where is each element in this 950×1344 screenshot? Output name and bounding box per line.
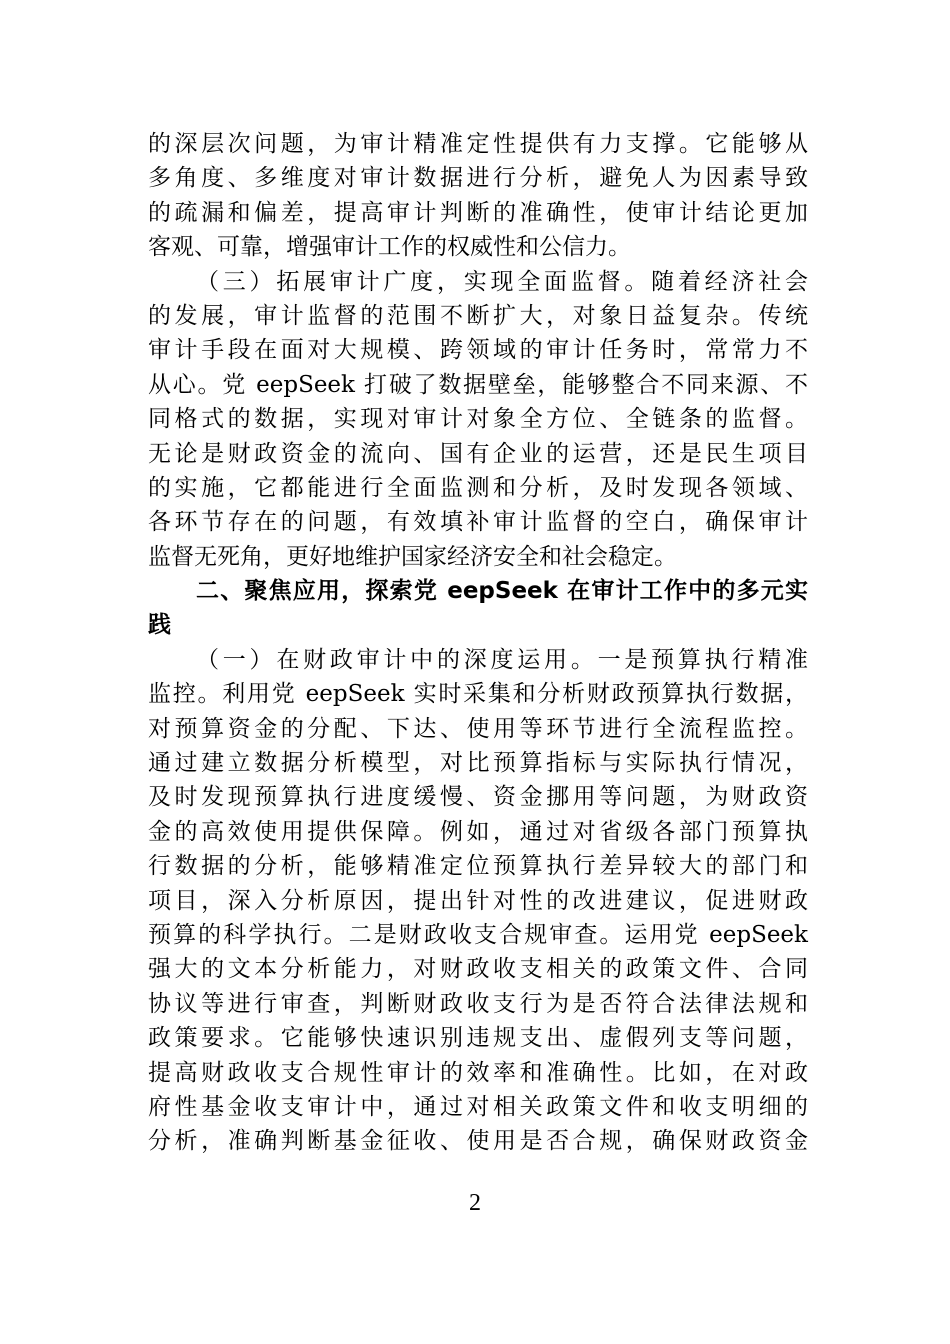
text-line: 的实施，它都能进行全面监测和分析，及时发现各领域、 <box>148 474 808 501</box>
text-line: 的疏漏和偏差，提高审计判断的准确性，使审计结论更加 <box>148 199 808 226</box>
text-line: 分析，准确判断基金征收、使用是否合规，确保财政资金 <box>148 1128 808 1155</box>
body-text <box>148 127 808 1159</box>
text-line: 强大的文本分析能力，对财政收支相关的政策文件、合同 <box>148 956 808 983</box>
text-line: 协议等进行审查，判断财政收支行为是否符合法律法规和 <box>148 990 808 1017</box>
text-line: 各环节存在的问题，有效填补审计监督的空白，确保审计 <box>148 509 808 536</box>
text-line: 府性基金收支审计中，通过对相关政策文件和收支明细的 <box>148 1093 808 1120</box>
text-line: 多角度、多维度对审计数据进行分析，避免人为因素导致 <box>148 165 808 192</box>
section-heading: 二、聚焦应用，探索党 eepSeek 在审计工作中的多元实 <box>196 578 808 605</box>
text-line: 金的高效使用提供保障。例如，通过对省级各部门预算执 <box>148 818 808 845</box>
text-line: 预算的科学执行。二是财政收支合规审查。运用党 eepSeek <box>148 921 808 948</box>
paragraph-start-line: （三）拓展审计广度，实现全面监督。随着经济社会 <box>196 268 808 295</box>
text-line: 同格式的数据，实现对审计对象全方位、全链条的监督。 <box>148 406 808 433</box>
text-line: 的深层次问题，为审计精准定性提供有力支撑。它能够从 <box>148 131 808 157</box>
paragraph-start-line: （一）在财政审计中的深度运用。一是预算执行精准 <box>196 646 808 673</box>
text-line: 的发展，审计监督的范围不断扩大，对象日益复杂。传统 <box>148 302 808 329</box>
text-line: 无论是财政资金的流向、国有企业的运营，还是民生项目 <box>148 440 808 467</box>
text-line: 客观、可靠，增强审计工作的权威性和公信力。 <box>148 234 631 261</box>
text-line: 行数据的分析，能够精准定位预算执行差异较大的部门和 <box>148 853 808 880</box>
text-line: 监督无死角，更好地维护国家经济安全和社会稳定。 <box>148 543 677 570</box>
page-number: 2 <box>469 1190 481 1216</box>
text-line: 政策要求。它能够快速识别违规支出、虚假列支等问题， <box>148 1025 808 1052</box>
section-heading-continuation: 践 <box>148 612 171 639</box>
text-line: 监控。利用党 eepSeek 实时采集和分析财政预算执行数据， <box>148 681 808 708</box>
text-line: 从心。党 eepSeek 打破了数据壁垒，能够整合不同来源、不 <box>148 371 808 398</box>
text-line: 项目，深入分析原因，提出针对性的改进建议，促进财政 <box>148 887 808 914</box>
text-line: 及时发现预算执行进度缓慢、资金挪用等问题，为财政资 <box>148 784 808 811</box>
text-line: 审计手段在面对大规模、跨领域的审计任务时，常常力不 <box>148 337 808 364</box>
text-line: 通过建立数据分析模型，对比预算指标与实际执行情况， <box>148 750 808 777</box>
text-line: 提高财政收支合规性审计的效率和准确性。比如，在对政 <box>148 1059 808 1086</box>
text-line: 对预算资金的分配、下达、使用等环节进行全流程监控。 <box>148 715 808 742</box>
